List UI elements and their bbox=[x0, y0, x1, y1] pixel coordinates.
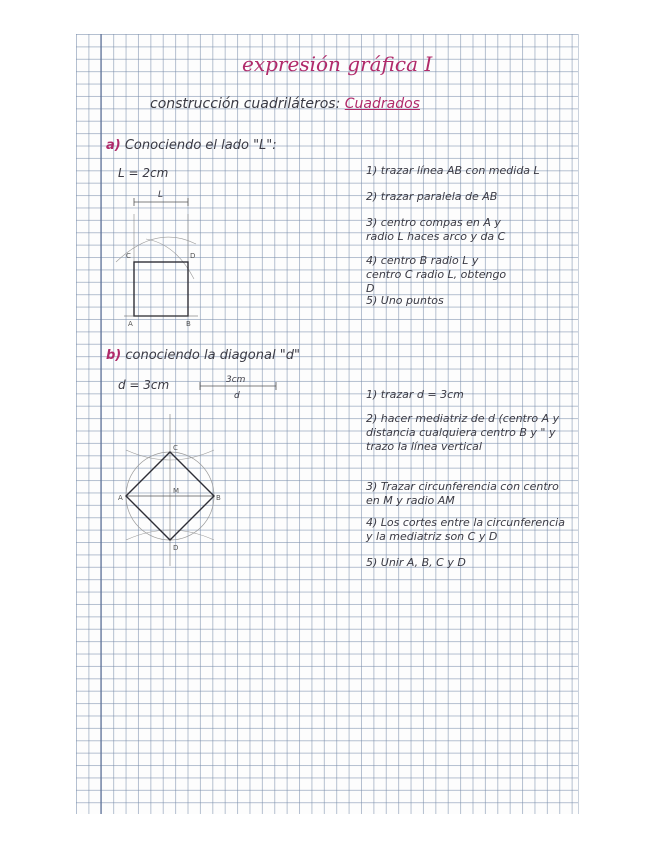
notebook-page bbox=[76, 34, 579, 814]
section-b-given: d = 3cm bbox=[118, 378, 170, 392]
section-b-step-4: 4) Los cortes entre la circunferencia y la mediatriz son C y D bbox=[366, 516, 565, 543]
section-a-step-5: 5) Uno puntos bbox=[366, 294, 444, 307]
vertex-b-label: B bbox=[186, 320, 191, 328]
midpoint-m-label: M bbox=[173, 487, 180, 495]
vertex-a2-label: A bbox=[118, 494, 123, 502]
vertex-b2-label: B bbox=[216, 494, 221, 502]
dim-label-l: L bbox=[158, 190, 164, 200]
section-a-step-4: 4) centro B radio L y centro C radio L, obtengo D bbox=[366, 254, 507, 295]
section-a-step-3: 3) centro compas en A y radio L haces arco y da C bbox=[366, 216, 506, 243]
vertex-d2-label: D bbox=[173, 544, 179, 552]
section-b-heading-text: conociendo la diagonal "d" bbox=[125, 348, 300, 363]
section-b-step-5: 5) Unir A, B, C y D bbox=[366, 556, 466, 569]
section-a-given: L = 2cm bbox=[118, 166, 169, 180]
vertex-d-label: D bbox=[190, 252, 196, 260]
subtitle bbox=[150, 96, 420, 112]
dim-label-d: d bbox=[234, 391, 240, 401]
vertex-a-label: A bbox=[128, 320, 133, 328]
section-b-step-3: 3) Trazar circunferencia con centro en M y radio AM bbox=[366, 480, 559, 507]
section-a-heading bbox=[106, 138, 277, 153]
section-b-heading bbox=[106, 348, 300, 363]
section-a-letter: a) bbox=[106, 138, 121, 153]
dim-value-d: 3cm bbox=[226, 375, 246, 385]
margin-line bbox=[100, 34, 102, 814]
section-a-step-1: 1) trazar línea AB con medida L bbox=[366, 164, 540, 177]
section-a-heading-text: Conociendo el lado "L": bbox=[124, 138, 277, 153]
diagonal-dimension bbox=[196, 374, 286, 404]
square-by-diagonal-drawing bbox=[118, 410, 228, 570]
square-by-side-drawing bbox=[116, 184, 256, 344]
vertex-c2-label: C bbox=[173, 444, 178, 452]
section-a-step-2: 2) trazar paralela de AB bbox=[366, 190, 498, 203]
section-b-letter: b) bbox=[106, 348, 122, 363]
section-b-step-1: 1) trazar d = 3cm bbox=[366, 388, 464, 401]
arc-d bbox=[146, 239, 194, 279]
subtitle-prefix: construcción cuadriláteros: bbox=[150, 96, 341, 112]
square-a bbox=[134, 262, 188, 316]
vertex-c-label: C bbox=[126, 252, 131, 260]
section-b-step-2: 2) hacer mediatriz de d (centro A y distancia cualquiera centro B y " y trazo la línea vertical bbox=[366, 412, 560, 453]
subtitle-highlight: Cuadrados bbox=[344, 96, 420, 112]
page-title: expresión gráfica I bbox=[242, 52, 433, 76]
